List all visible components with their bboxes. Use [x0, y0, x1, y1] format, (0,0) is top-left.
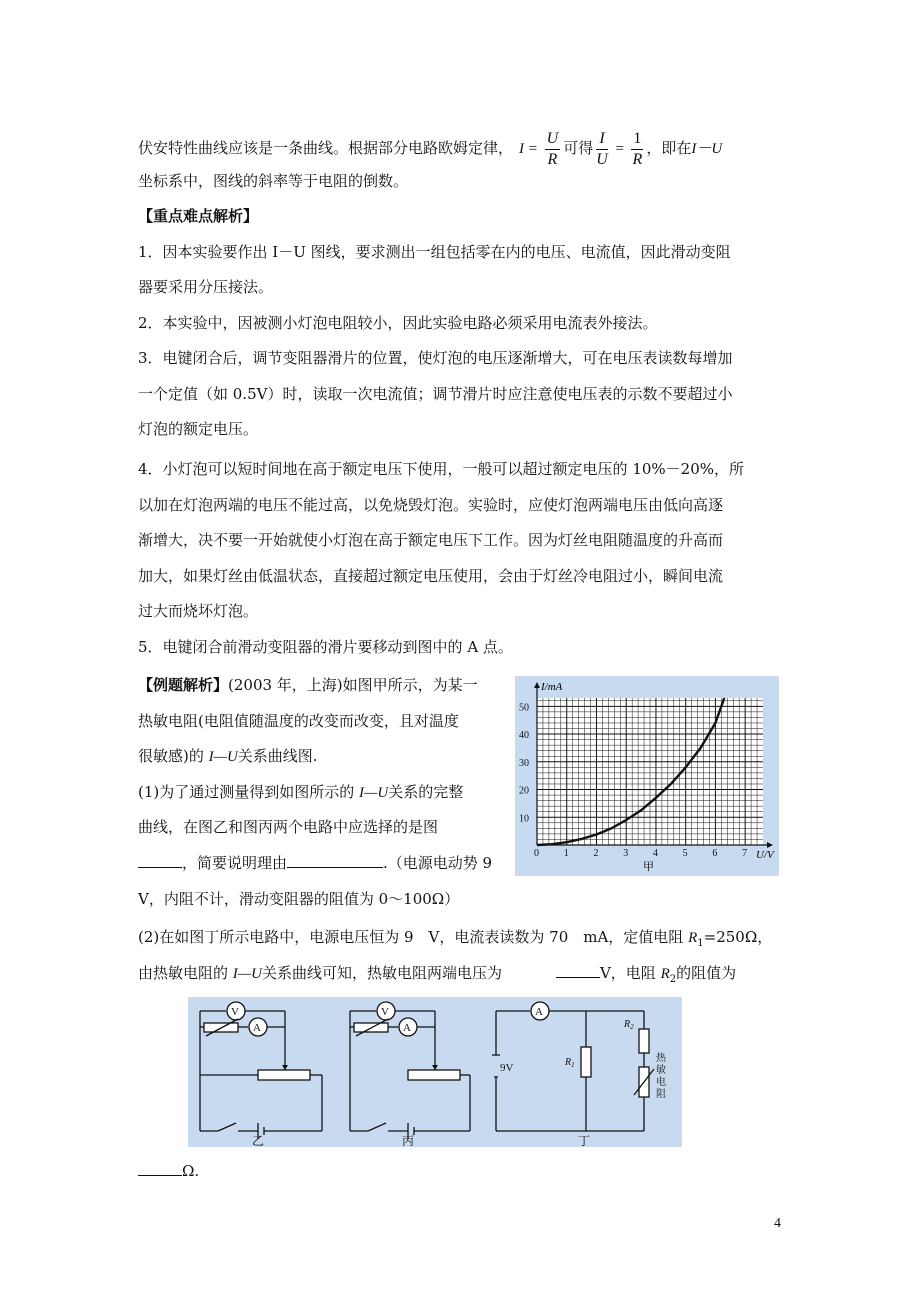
question-2-line-a: (2)在如图丁所示电路中，电源电压恒为 9 V，电流表读数为 70 mA，定值电阻 $R_1=250\Omega$， — [138, 928, 773, 949]
rheostat-icon — [408, 1070, 460, 1080]
circuit-bing — [350, 1002, 470, 1147]
point-4-line-a: 4．小灯泡可以短时间地在高于额定电压下使用，一般可以超过额定电压的 10%－20%，所 — [138, 460, 744, 478]
switch-icon — [368, 1123, 386, 1131]
svg-text:丁: 丁 — [578, 1134, 591, 1147]
intro-text-c: ，即在 — [646, 139, 692, 157]
fraction-u-over-r: $\frac{U}{R}$ — [546, 129, 559, 168]
intro-line — [138, 128, 722, 168]
rheostat-icon — [258, 1070, 310, 1080]
svg-text:A: A — [535, 1006, 543, 1018]
point-3-line-c: 灯泡的额定电压。 — [138, 420, 259, 438]
x-tick-label: 6 — [712, 848, 718, 859]
question-2-line-b: 由热敏电阻的 I—U关系曲线可知，热敏电阻两端电压为 V，电阻 $R_2$的阻值为 — [138, 964, 737, 985]
example-line-2: 热敏电阻(电阻值随温度的改变而改变，且对温度 — [138, 712, 459, 730]
example-line-1 — [138, 674, 478, 696]
point-3-line-a: 3．电键闭合后，调节变阻器滑片的位置，使灯泡的电压逐渐增大，可在电压表读数每增加 — [138, 349, 733, 367]
switch-icon — [218, 1123, 236, 1131]
section-heading: 【重点难点解析】 — [138, 207, 259, 225]
fraction-one-over-r: $\frac{1}{R}$ — [632, 129, 643, 168]
svg-text:V: V — [381, 1006, 389, 1018]
x-tick-label: 3 — [623, 848, 629, 859]
intro-line-2: 坐标系中，图线的斜率等于电阻的倒数。 — [138, 172, 409, 190]
svg-text:A: A — [403, 1022, 411, 1034]
svg-text:V: V — [231, 1006, 239, 1018]
example-heading: 【例题解析】 — [138, 676, 229, 694]
intro-text-b: 可得 — [563, 139, 594, 157]
question-1-line-b: 曲线，在图乙和图丙两个电路中应选择的是图 — [138, 818, 439, 836]
y-tick-label: 30 — [519, 757, 529, 769]
question-1-line-c: ，简要说明理由 .（电源电动势 9 — [138, 852, 492, 874]
chart-caption: 甲 — [643, 861, 654, 873]
answer-blank-resistance[interactable] — [138, 1161, 182, 1176]
x-tick-label: 0 — [534, 848, 539, 859]
circuit-diagrams — [188, 997, 682, 1147]
svg-text:9V: 9V — [500, 1062, 514, 1074]
iu-graph-panel — [515, 676, 779, 876]
svg-text:乙: 乙 — [252, 1134, 265, 1147]
point-4-line-e: 过大而烧坏灯泡。 — [138, 602, 259, 620]
svg-text:R1: $R_1$ — [565, 1057, 575, 1069]
slider-arrow-icon — [432, 1065, 438, 1070]
svg-text:A: A — [253, 1022, 261, 1034]
point-1-line-b: 器要采用分压接法。 — [138, 278, 274, 296]
x-tick-label: 2 — [593, 848, 599, 859]
iu-chart — [515, 676, 779, 876]
answer-blank-1[interactable] — [138, 853, 182, 868]
circuit-ding — [492, 1002, 667, 1147]
point-1-line-a: 1．因本实验要作出 I－U 图线，要求测出一组包括零在内的电压、电流值，因此滑动变阻 — [138, 243, 731, 261]
page-number: 4 — [774, 1216, 781, 1231]
x-tick-label: 5 — [682, 848, 688, 859]
point-5: 5．电键闭合前滑动变阻器的滑片要移动到图中的 A 点。 — [138, 638, 513, 656]
point-4-line-d: 加大，如果灯丝由低温状态，直接超过额定电压使用，会由于灯丝冷电阻过小，瞬间电流 — [138, 567, 724, 585]
x-tick-label: 4 — [652, 848, 658, 859]
formula-i-equals: I = — [519, 141, 542, 157]
svg-text:热: 热 — [656, 1053, 666, 1064]
circuit-yi — [200, 1002, 322, 1147]
x-tick-label: 7 — [742, 848, 748, 859]
example-intro: (2003 年，上海)如图甲所示，为某一 — [228, 676, 478, 694]
svg-text:阻: 阻 — [656, 1089, 666, 1100]
point-2: 2．本实验中，因被测小灯泡电阻较小，因此实验电路必须采用电流表外接法。 — [138, 314, 658, 332]
y-tick-label: 50 — [519, 702, 529, 714]
intro-iu: I－U — [691, 141, 723, 157]
y-tick-label: 20 — [519, 785, 529, 797]
circuit-diagrams-panel — [188, 997, 682, 1147]
resistor-r2-icon — [639, 1029, 649, 1053]
question-2-line-c: Ω. — [138, 1160, 199, 1182]
point-4-line-c: 渐增大，决不要一开始就使小灯泡在高于额定电压下工作。因为灯丝电阻随温度的升高而 — [138, 531, 724, 549]
svg-text:电: 电 — [656, 1077, 666, 1088]
point-3-line-b: 一个定值（如 0.5V）时，读取一次电流值；调节滑片时应注意使电压表的示数不要超过小 — [138, 385, 733, 403]
y-tick-label: 40 — [519, 730, 529, 742]
svg-text:丙: 丙 — [402, 1134, 415, 1147]
point-4-line-b: 以加在灯泡两端的电压不能过高，以免烧毁灯泡。实验时，应使灯泡两端电压由低向高逐 — [138, 496, 724, 514]
intro-text-a: 伏安特性曲线应该是一条曲线。根据部分电路欧姆定律， — [138, 139, 514, 157]
y-axis-label: I/mA — [541, 681, 563, 693]
slider-arrow-icon — [282, 1065, 288, 1070]
example-line-3: 很敏感)的 I—U关系曲线图. — [138, 747, 318, 765]
y-tick-label: 10 — [519, 813, 529, 825]
x-tick-label: 1 — [563, 848, 569, 859]
fraction-i-over-u: $\frac{I}{U}$ — [596, 129, 608, 168]
answer-blank-reason[interactable] — [287, 853, 383, 868]
question-1-line-d: V，内阻不计，滑动变阻器的阻值为 0～100Ω） — [138, 890, 460, 908]
svg-text:R2: $R_2$ — [624, 1019, 634, 1031]
answer-blank-voltage[interactable] — [556, 963, 600, 978]
question-1-line-a: (1)为了通过测量得到如图所示的 I—U关系的完整 — [138, 783, 464, 801]
formula-equals: = — [610, 141, 629, 157]
resistor-r1-icon — [581, 1047, 591, 1077]
x-axis-label: U/V — [756, 849, 774, 861]
svg-text:敏: 敏 — [656, 1065, 666, 1076]
